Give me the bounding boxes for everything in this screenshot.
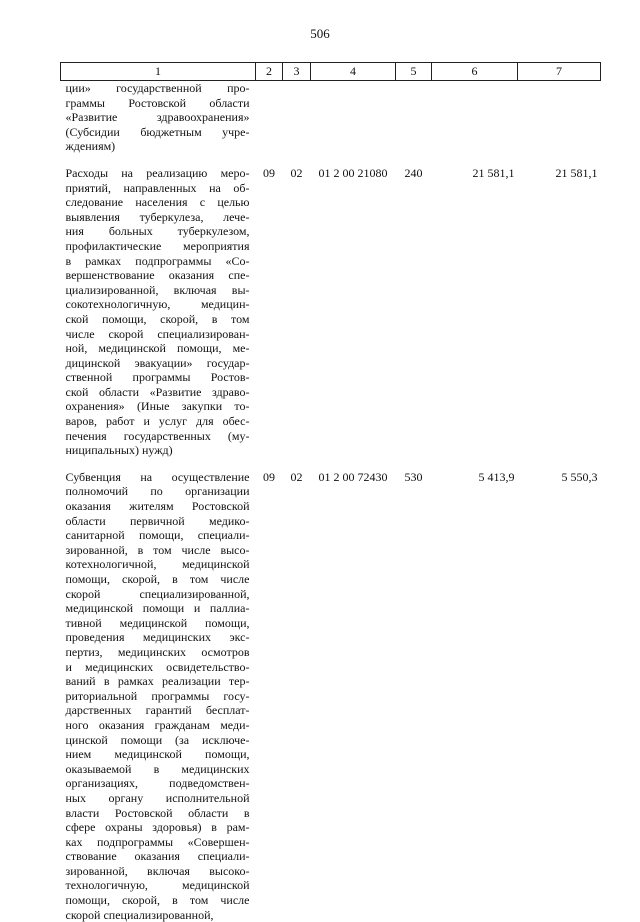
header-col-3: 3 <box>283 63 311 81</box>
description-line: риториальной программы госу- <box>66 689 250 704</box>
header-col-7: 7 <box>518 63 601 81</box>
description-line: ных органу исполнительной <box>66 791 250 806</box>
description-line: ской области «Развитие здраво- <box>66 385 250 400</box>
description-line: граммы Ростовской области <box>66 96 250 111</box>
header-col-6: 6 <box>432 63 518 81</box>
table-body <box>61 81 601 922</box>
description-line: оказания жителям Ростовской <box>66 499 250 514</box>
table-row <box>61 166 601 458</box>
header-col-5: 5 <box>396 63 432 81</box>
subsection-code <box>283 81 311 154</box>
section-code: 09 <box>256 166 283 458</box>
section-code <box>256 81 283 154</box>
description-line: ния больных туберкулезом, <box>66 224 250 239</box>
expense-type-code: 240 <box>396 166 432 458</box>
header-col-1: 1 <box>61 63 256 81</box>
description-line: и медицинских освидетельство- <box>66 660 250 675</box>
description-line: Субвенция на осуществление <box>66 470 250 485</box>
table-header-row <box>61 63 601 81</box>
description-text <box>66 470 250 922</box>
section-code: 09 <box>256 470 283 922</box>
subsection-code: 02 <box>283 470 311 922</box>
description-line: медицинской помощи и паллиа- <box>66 601 250 616</box>
description-line: пертиз, медицинских осмотров <box>66 645 250 660</box>
expense-description <box>61 166 256 458</box>
description-text <box>66 81 250 154</box>
description-line: тивной медицинской помощи, <box>66 616 250 631</box>
description-line: печения государственных (му- <box>66 429 250 444</box>
budget-table <box>60 62 601 922</box>
target-article-code: 01 2 00 72430 <box>311 470 396 922</box>
description-line: ждениям) <box>66 139 250 154</box>
description-line: помощи, скорой, в том числе <box>66 893 250 908</box>
header-col-4: 4 <box>311 63 396 81</box>
amount-year-2 <box>518 81 601 154</box>
header-col-2: 2 <box>256 63 283 81</box>
description-line: скорой специализированной, <box>66 908 250 922</box>
target-article-code <box>311 81 396 154</box>
description-line: охранения» (Иные закупки то- <box>66 399 250 414</box>
description-line: Расходы на реализацию меро- <box>66 166 250 181</box>
description-line: санитарной помощи, специали- <box>66 528 250 543</box>
description-line: цинской помощи (за исключе- <box>66 733 250 748</box>
page-number: 506 <box>0 26 640 42</box>
description-line: ках подпрограммы «Совершен- <box>66 835 250 850</box>
table-row <box>61 470 601 922</box>
description-line: сфере охраны здоровья) в рам- <box>66 820 250 835</box>
description-line: власти Ростовской области в <box>66 806 250 821</box>
amount-year-2: 21 581,1 <box>518 166 601 458</box>
description-line: технологичную, медицинской <box>66 878 250 893</box>
amount-year-1: 21 581,1 <box>432 166 518 458</box>
row-spacer <box>61 458 601 470</box>
description-line: вершенствование оказания спе- <box>66 268 250 283</box>
description-line: ственной программы Ростов- <box>66 370 250 385</box>
expense-description <box>61 81 256 154</box>
description-line: организациях, подведомствен- <box>66 776 250 791</box>
description-line: дицинской эвакуации» государ- <box>66 356 250 371</box>
row-spacer <box>61 154 601 166</box>
description-line: дарственных гарантий бесплат- <box>66 703 250 718</box>
description-line: (Субсидии бюджетным учре- <box>66 125 250 140</box>
description-line: в рамках подпрограммы «Со- <box>66 254 250 269</box>
description-line: ваний в рамках реализации тер- <box>66 674 250 689</box>
description-text <box>66 166 250 458</box>
description-line: проведения медицинских экс- <box>66 630 250 645</box>
description-line: циализированной, включая вы- <box>66 283 250 298</box>
description-line: ции» государственной про- <box>66 81 250 96</box>
description-line: следование населения с целью <box>66 195 250 210</box>
description-line: выявления туберкулеза, лече- <box>66 210 250 225</box>
row-spacer-cell <box>61 458 601 470</box>
description-line: ной, медицинской помощи, ме- <box>66 341 250 356</box>
amount-year-1: 5 413,9 <box>432 470 518 922</box>
expense-description <box>61 470 256 922</box>
expense-type-code: 530 <box>396 470 432 922</box>
description-line: зированной, в том числе высо- <box>66 543 250 558</box>
description-line: числе скорой специализирован- <box>66 327 250 342</box>
description-line: сокотехнологичную, медицин- <box>66 297 250 312</box>
description-line: «Развитие здравоохранения» <box>66 110 250 125</box>
table-row <box>61 81 601 154</box>
description-line: помощи, скорой, в том числе <box>66 572 250 587</box>
description-line: зированной, включая высоко- <box>66 864 250 879</box>
description-line: котехнологичной, медицинской <box>66 557 250 572</box>
description-line: ного оказания гражданам меди- <box>66 718 250 733</box>
description-line: скорой специализированной, <box>66 587 250 602</box>
description-line: нием медицинской помощи, <box>66 747 250 762</box>
description-line: ствование оказания специали- <box>66 849 250 864</box>
description-line: приятий, направленных на об- <box>66 181 250 196</box>
subsection-code: 02 <box>283 166 311 458</box>
amount-year-2: 5 550,3 <box>518 470 601 922</box>
description-line: полномочий по организации <box>66 484 250 499</box>
description-line: профилактические мероприятия <box>66 239 250 254</box>
description-line: области первичной медико- <box>66 514 250 529</box>
description-line: ниципальных) нужд) <box>66 443 250 458</box>
target-article-code: 01 2 00 21080 <box>311 166 396 458</box>
row-spacer-cell <box>61 154 601 166</box>
description-line: ской помощи, скорой, в том <box>66 312 250 327</box>
expense-type-code <box>396 81 432 154</box>
description-line: оказываемой в медицинских <box>66 762 250 777</box>
description-line: варов, работ и услуг для обес- <box>66 414 250 429</box>
amount-year-1 <box>432 81 518 154</box>
